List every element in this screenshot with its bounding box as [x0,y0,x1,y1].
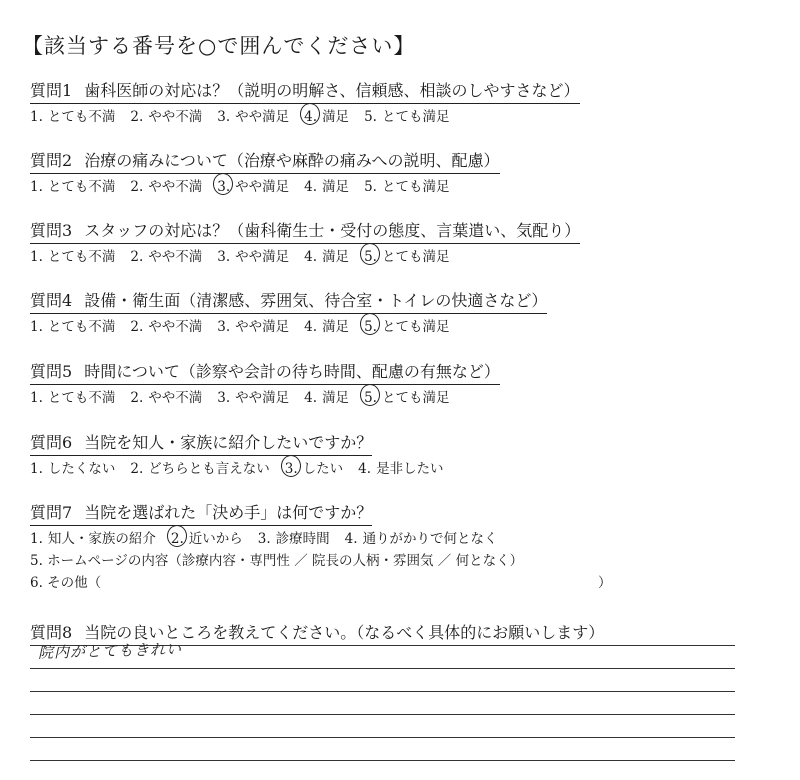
choice-label: 満足 [322,179,350,195]
q2-choice-3-selected [217,176,289,198]
choice-number: 2. [130,319,144,335]
q2-choice-4 [304,176,349,198]
choice-number: 2. [130,179,144,195]
question-7-choice-5: 5. ホームページの内容（診療内容・専門性 ／ 院長の人柄・雰囲気 ／ 何となく） [30,553,524,569]
choice-number: 2. [171,528,184,550]
choice-number: 4. [304,179,318,195]
question-2-choices [30,176,770,198]
q5-choice-4 [304,387,349,409]
choice-number: 3. [217,109,231,125]
q3-choice-1 [30,246,115,268]
question-number: 質問4 [30,291,73,310]
choice-label: とても不満 [47,390,116,406]
q5-choice-3 [217,387,289,409]
q3-choice-4 [304,246,349,268]
choice-number: 4. [304,390,318,406]
choice-number: 1. [30,249,43,265]
q6-choice-3-selected [285,458,343,480]
question-number: 質問3 [30,221,73,240]
q3-choice-2 [130,246,202,268]
choice-label: とても不満 [47,319,116,335]
q7-choice-2-selected [171,528,243,550]
choice-number: 1. [30,319,43,335]
choice-number: 4. [304,319,318,335]
choice-number: 1. [30,531,43,547]
choice-label: 是非したい [376,461,444,477]
choice-label: やや満足 [235,179,290,195]
choice-label: やや不満 [148,179,203,195]
other-close-paren: ） [598,575,612,591]
choice-number: 4. [304,106,317,128]
question-text: 設備・衛生面（清潔感、雰囲気、待合室・トイレの快適さなど） [84,291,548,310]
choice-number: 5. [364,109,377,125]
question-3 [30,220,770,268]
q1-choice-2 [130,106,202,128]
question-number: 質問5 [30,362,73,381]
q2-choice-1 [30,176,115,198]
q4-choice-1 [30,316,115,338]
choice-number: 3. [257,531,271,547]
q4-choice-2 [130,316,202,338]
choice-label: とても満足 [381,109,450,125]
question-number: 質問8 [30,623,73,642]
choice-label: 通りがかりで何となく [362,531,498,547]
choice-label: したくない [47,461,116,477]
choice-label: とても不満 [47,109,116,125]
q3-choice-3 [217,246,289,268]
choice-number: 3. [217,390,231,406]
choice-label: やや不満 [148,390,203,406]
choice-label: やや満足 [235,109,290,125]
choice-number: 5. [364,179,377,195]
question-3-choices [30,246,770,268]
question-4 [30,290,770,338]
choice-number: 1. [30,109,43,125]
question-text: 当院を知人・家族に紹介したいですか？ [84,433,373,452]
q4-choice-3 [217,316,289,338]
question-7 [30,502,770,594]
choice-label: 診療時間 [275,531,330,547]
answer-ruled-line [30,691,735,692]
choice-number: 4. [344,531,358,547]
q6-choice-2 [130,458,269,480]
choice-number: 4. [304,249,318,265]
choice-label: やや満足 [235,390,290,406]
answer-ruled-line [30,668,735,669]
choice-number: 2. [130,109,144,125]
choice-label: とても満足 [381,319,450,335]
choice-label: とても不満 [47,179,116,195]
choice-label: とても満足 [381,179,450,195]
q7-choice-4 [345,528,498,550]
question-1-choices [30,106,770,128]
answer-ruled-line [30,714,735,715]
choice-label: どちらとも言えない [148,461,270,477]
q6-choice-1 [30,458,115,480]
choice-label: 満足 [322,249,350,265]
q1-choice-4-selected [304,106,349,128]
question-1 [30,80,770,128]
question-1-title [30,80,580,104]
choice-number: 4. [358,461,372,477]
answer-ruled-line [30,737,735,738]
q1-choice-5 [364,106,449,128]
q1-choice-3 [217,106,289,128]
question-2 [30,150,770,198]
question-number: 質問6 [30,433,73,452]
choice-label: とても不満 [47,249,116,265]
question-7-choices-row1 [30,528,770,550]
question-number: 質問7 [30,503,73,522]
question-3-title [30,220,580,244]
choice-number: 2. [130,461,144,477]
choice-label: 満足 [322,390,350,406]
choice-number: 1. [30,179,43,195]
choice-label: 近いから [188,531,243,547]
q2-choice-2 [130,176,202,198]
choice-number: 5. [364,387,377,409]
question-text: 当院を選ばれた「決め手」は何ですか？ [84,503,373,522]
instruction-heading: 【該当する番号を○で囲んでください】 [22,34,416,58]
other-label: 6. その他（ [30,575,102,591]
q4-choice-5-selected [364,316,449,338]
question-text: 時間について（診察や会計の待ち時間、配慮の有無など） [84,362,500,381]
choice-label: やや満足 [235,249,290,265]
q6-choice-4 [358,458,443,480]
choice-label: とても満足 [381,390,450,406]
choice-label: やや不満 [148,319,203,335]
question-7-title [30,502,372,526]
choice-label: 満足 [322,319,350,335]
choice-number: 3. [217,319,231,335]
choice-number: 1. [30,461,43,477]
q5-choice-2 [130,387,202,409]
q7-choice-3 [258,528,330,550]
question-text: 歯科医師の対応は？（説明の明解さ、信頼感、相談のしやすさなど） [84,81,580,100]
choice-number: 2. [130,249,144,265]
choice-label: やや不満 [148,249,203,265]
question-6-title [30,432,372,456]
choice-number: 5. [364,246,377,268]
q1-choice-1 [30,106,115,128]
question-5-choices [30,387,770,409]
question-6 [30,432,770,480]
choice-number: 2. [130,390,144,406]
q3-choice-5-selected [364,246,449,268]
choice-label: したい [302,461,344,477]
q7-choice-1 [30,528,156,550]
question-4-choices [30,316,770,338]
question-text: 治療の痛みについて（治療や麻酔の痛みへの説明、配慮） [84,151,500,170]
question-5 [30,361,770,409]
question-2-title [30,150,500,174]
choice-number: 3. [217,249,231,265]
choice-number: 1. [30,390,43,406]
handwritten-answer: 院内がとてもきれい [37,640,183,662]
choice-label: 満足 [322,109,350,125]
question-text: 当院の良いところを教えてください。（なるべく具体的にお願いします） [84,623,605,642]
answer-ruled-line [30,760,735,761]
choice-number: 5. [364,316,377,338]
question-text: スタッフの対応は？（歯科衛生士・受付の態度、言葉遣い、気配り） [84,221,581,240]
q5-choice-1 [30,387,115,409]
question-6-choices [30,458,770,480]
choice-number: 3. [217,176,230,198]
choice-number: 3. [285,458,298,480]
question-7-choice-6 [30,572,770,594]
question-4-title [30,290,547,314]
question-5-title [30,361,500,385]
choice-label: とても満足 [381,249,450,265]
q4-choice-4 [304,316,349,338]
question-number: 質問1 [30,81,73,100]
q2-choice-5 [364,176,449,198]
question-number: 質問2 [30,151,73,170]
q5-choice-5-selected [364,387,449,409]
choice-label: やや満足 [235,319,290,335]
choice-label: 知人・家族の紹介 [47,531,156,547]
choice-label: やや不満 [148,109,203,125]
